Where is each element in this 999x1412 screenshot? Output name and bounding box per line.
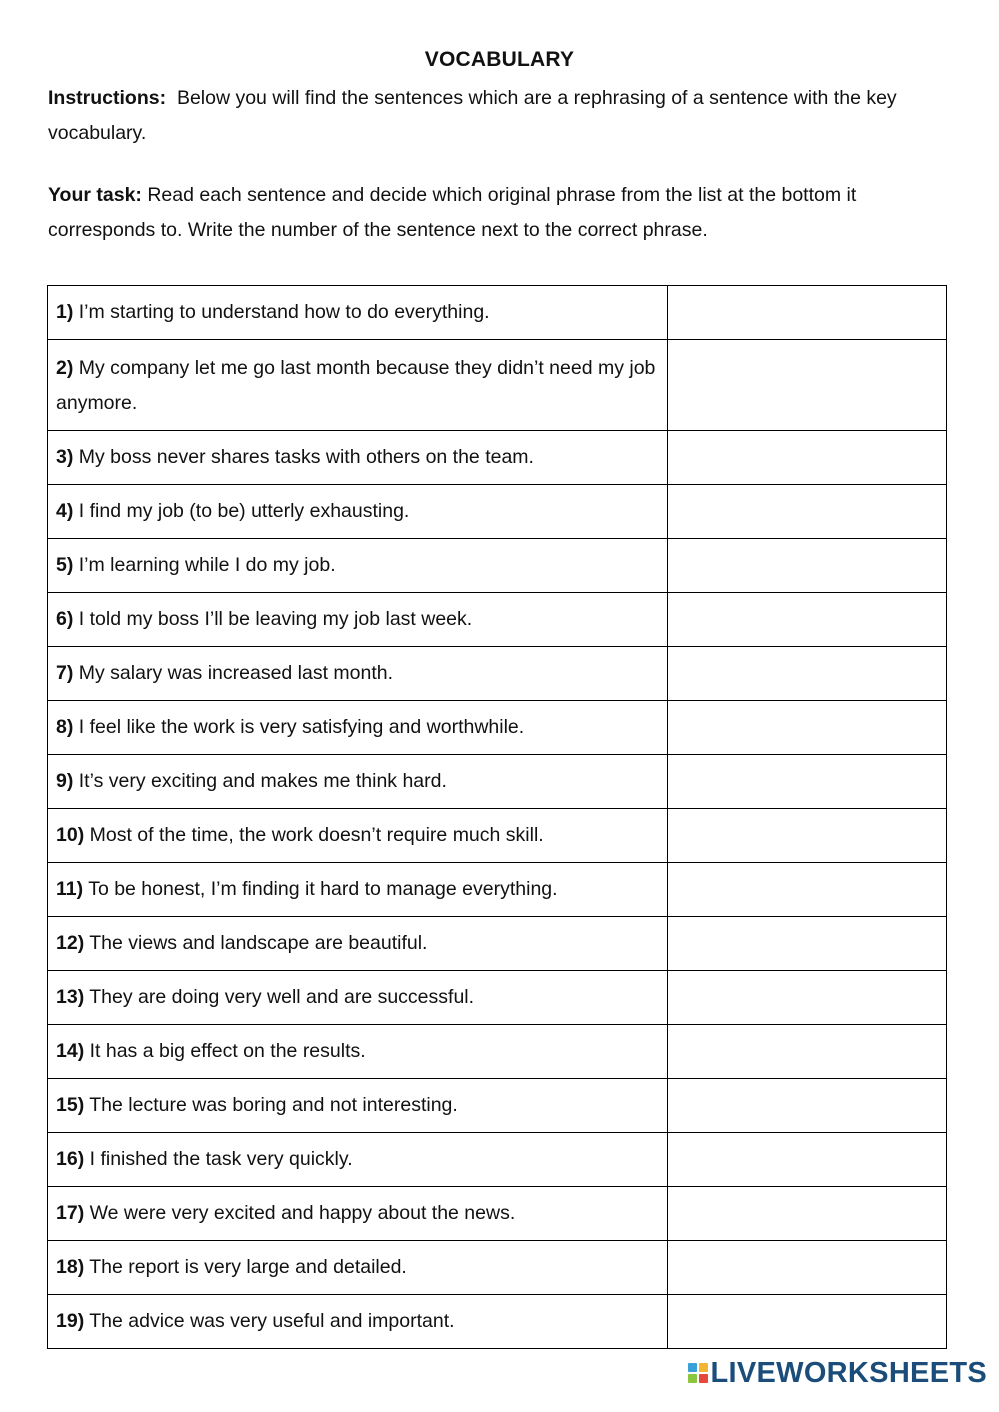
table-row bbox=[48, 917, 947, 971]
sentence-number: 8) bbox=[56, 716, 74, 738]
answer-cell[interactable] bbox=[668, 340, 947, 431]
answer-cell[interactable] bbox=[668, 593, 947, 647]
answer-cell[interactable] bbox=[668, 809, 947, 863]
answer-cell[interactable] bbox=[668, 1295, 947, 1349]
answer-cell[interactable] bbox=[668, 431, 947, 485]
logo-square bbox=[699, 1363, 708, 1372]
answer-input[interactable] bbox=[676, 1193, 942, 1235]
sentence-number: 19) bbox=[56, 1310, 85, 1332]
logo-square bbox=[688, 1374, 697, 1383]
sentence-text: To be honest, I’m finding it hard to manage everything. bbox=[88, 878, 558, 900]
sentence-cell bbox=[48, 1079, 668, 1133]
table-row bbox=[48, 863, 947, 917]
sentence-cell bbox=[48, 1133, 668, 1187]
answer-input[interactable] bbox=[676, 815, 942, 857]
answer-input[interactable] bbox=[676, 365, 942, 407]
sentence-number: 14) bbox=[56, 1040, 85, 1062]
sentence-cell bbox=[48, 593, 668, 647]
sentence-number: 17) bbox=[56, 1202, 85, 1224]
answer-cell[interactable] bbox=[668, 917, 947, 971]
sentence-number: 11) bbox=[56, 878, 84, 900]
answer-cell[interactable] bbox=[668, 755, 947, 809]
sentence-number: 13) bbox=[56, 986, 85, 1008]
sentence-text: I find my job (to be) utterly exhausting. bbox=[78, 500, 410, 522]
instructions-paragraph bbox=[48, 81, 953, 151]
sentence-number: 6) bbox=[56, 608, 74, 630]
answer-input[interactable] bbox=[676, 923, 942, 965]
sentence-number: 15) bbox=[56, 1094, 85, 1116]
sentence-text: They are doing very well and are successful. bbox=[89, 986, 475, 1008]
table-row bbox=[48, 809, 947, 863]
sentence-cell bbox=[48, 1025, 668, 1079]
sentence-number: 12) bbox=[56, 932, 85, 954]
answer-cell[interactable] bbox=[668, 1025, 947, 1079]
answer-cell[interactable] bbox=[668, 485, 947, 539]
table-row bbox=[48, 701, 947, 755]
sentence-text: The report is very large and detailed. bbox=[89, 1256, 407, 1278]
sentence-cell bbox=[48, 1241, 668, 1295]
table-row bbox=[48, 1295, 947, 1349]
sentence-text: I’m starting to understand how to do everything. bbox=[78, 301, 490, 323]
answer-cell[interactable] bbox=[668, 1187, 947, 1241]
sentence-text: I finished the task very quickly. bbox=[89, 1148, 353, 1170]
answer-cell[interactable] bbox=[668, 286, 947, 340]
table-row bbox=[48, 286, 947, 340]
sentence-cell bbox=[48, 286, 668, 340]
sentence-cell bbox=[48, 863, 668, 917]
sentence-text: I told my boss I’ll be leaving my job last week. bbox=[78, 608, 473, 630]
sentence-cell bbox=[48, 431, 668, 485]
sentence-text: My company let me go last month because they didn’t need my job anymore. bbox=[56, 357, 656, 414]
table-row bbox=[48, 431, 947, 485]
answer-cell[interactable] bbox=[668, 647, 947, 701]
answer-input[interactable] bbox=[676, 545, 942, 587]
sentence-text: The advice was very useful and important. bbox=[89, 1310, 455, 1332]
answer-input[interactable] bbox=[676, 1085, 942, 1127]
answer-input[interactable] bbox=[676, 761, 942, 803]
sentence-number: 18) bbox=[56, 1256, 85, 1278]
logo-square bbox=[699, 1374, 708, 1383]
answer-input[interactable] bbox=[676, 977, 942, 1019]
liveworksheets-brand bbox=[688, 1356, 988, 1390]
table-row bbox=[48, 340, 947, 431]
table-row bbox=[48, 593, 947, 647]
task-text: Read each sentence and decide which original phrase from the list at the bottom it corresponds to. Write the number of the sentence next to the correct phrase. bbox=[48, 184, 857, 241]
sentence-number: 16) bbox=[56, 1148, 85, 1170]
instructions-text: Below you will find the sentences which are a rephrasing of a sentence with the key vocabulary. bbox=[48, 87, 897, 144]
sentence-number: 4) bbox=[56, 500, 74, 522]
sentence-text: We were very excited and happy about the news. bbox=[89, 1202, 516, 1224]
sentence-number: 9) bbox=[56, 770, 74, 792]
sentence-cell bbox=[48, 917, 668, 971]
sentence-number: 2) bbox=[56, 357, 74, 379]
sentence-text: My salary was increased last month. bbox=[78, 662, 394, 684]
sentence-text: Most of the time, the work doesn’t require much skill. bbox=[89, 824, 544, 846]
table-row bbox=[48, 1025, 947, 1079]
sentence-cell bbox=[48, 1187, 668, 1241]
answer-input[interactable] bbox=[676, 1031, 942, 1073]
answer-cell[interactable] bbox=[668, 971, 947, 1025]
answer-input[interactable] bbox=[676, 292, 942, 334]
sentence-cell bbox=[48, 701, 668, 755]
page-title: VOCABULARY bbox=[424, 48, 575, 71]
table-row bbox=[48, 1187, 947, 1241]
table-row bbox=[48, 1079, 947, 1133]
answer-input[interactable] bbox=[676, 437, 942, 479]
sentence-cell bbox=[48, 809, 668, 863]
instructions-label: Instructions: bbox=[48, 87, 167, 109]
table-row bbox=[48, 971, 947, 1025]
answer-cell[interactable] bbox=[668, 539, 947, 593]
answer-input[interactable] bbox=[676, 707, 942, 749]
table-row bbox=[48, 1133, 947, 1187]
sentence-text: The views and landscape are beautiful. bbox=[89, 932, 428, 954]
brand-text: LIVEWORKSHEETS bbox=[710, 1356, 987, 1389]
matching-table bbox=[47, 285, 947, 1349]
answer-cell[interactable] bbox=[668, 1241, 947, 1295]
liveworksheets-logo-icon bbox=[688, 1363, 708, 1383]
task-paragraph bbox=[48, 178, 953, 248]
table-row bbox=[48, 755, 947, 809]
sentence-text: It has a big effect on the results. bbox=[89, 1040, 366, 1062]
answer-cell[interactable] bbox=[668, 1133, 947, 1187]
answer-cell[interactable] bbox=[668, 1079, 947, 1133]
sentence-text: It’s very exciting and makes me think hard. bbox=[78, 770, 447, 792]
sentence-text: I’m learning while I do my job. bbox=[78, 554, 336, 576]
sentence-text: My boss never shares tasks with others on the team. bbox=[78, 446, 534, 468]
sentence-cell bbox=[48, 755, 668, 809]
logo-square bbox=[688, 1363, 697, 1372]
answer-input[interactable] bbox=[676, 869, 942, 911]
table-row bbox=[48, 1241, 947, 1295]
sentence-number: 7) bbox=[56, 662, 74, 684]
table-row bbox=[48, 485, 947, 539]
sentence-number: 1) bbox=[56, 301, 74, 323]
table-row bbox=[48, 647, 947, 701]
answer-input[interactable] bbox=[676, 491, 942, 533]
sentence-text: I feel like the work is very satisfying and worthwhile. bbox=[78, 716, 525, 738]
answer-cell[interactable] bbox=[668, 701, 947, 755]
answer-cell[interactable] bbox=[668, 863, 947, 917]
answer-input[interactable] bbox=[676, 599, 942, 641]
table-row bbox=[48, 539, 947, 593]
sentence-cell bbox=[48, 340, 668, 431]
sentence-number: 3) bbox=[56, 446, 74, 468]
answer-input[interactable] bbox=[676, 1139, 942, 1181]
answer-input[interactable] bbox=[676, 1247, 942, 1289]
sentence-cell bbox=[48, 539, 668, 593]
answer-input[interactable] bbox=[676, 653, 942, 695]
sentence-cell bbox=[48, 485, 668, 539]
sentence-cell bbox=[48, 647, 668, 701]
sentence-number: 5) bbox=[56, 554, 74, 576]
sentence-number: 10) bbox=[56, 824, 85, 846]
sentence-cell bbox=[48, 1295, 668, 1349]
sentence-cell bbox=[48, 971, 668, 1025]
task-label: Your task: bbox=[48, 184, 142, 206]
sentence-text: The lecture was boring and not interesting. bbox=[89, 1094, 458, 1116]
answer-input[interactable] bbox=[676, 1301, 942, 1343]
